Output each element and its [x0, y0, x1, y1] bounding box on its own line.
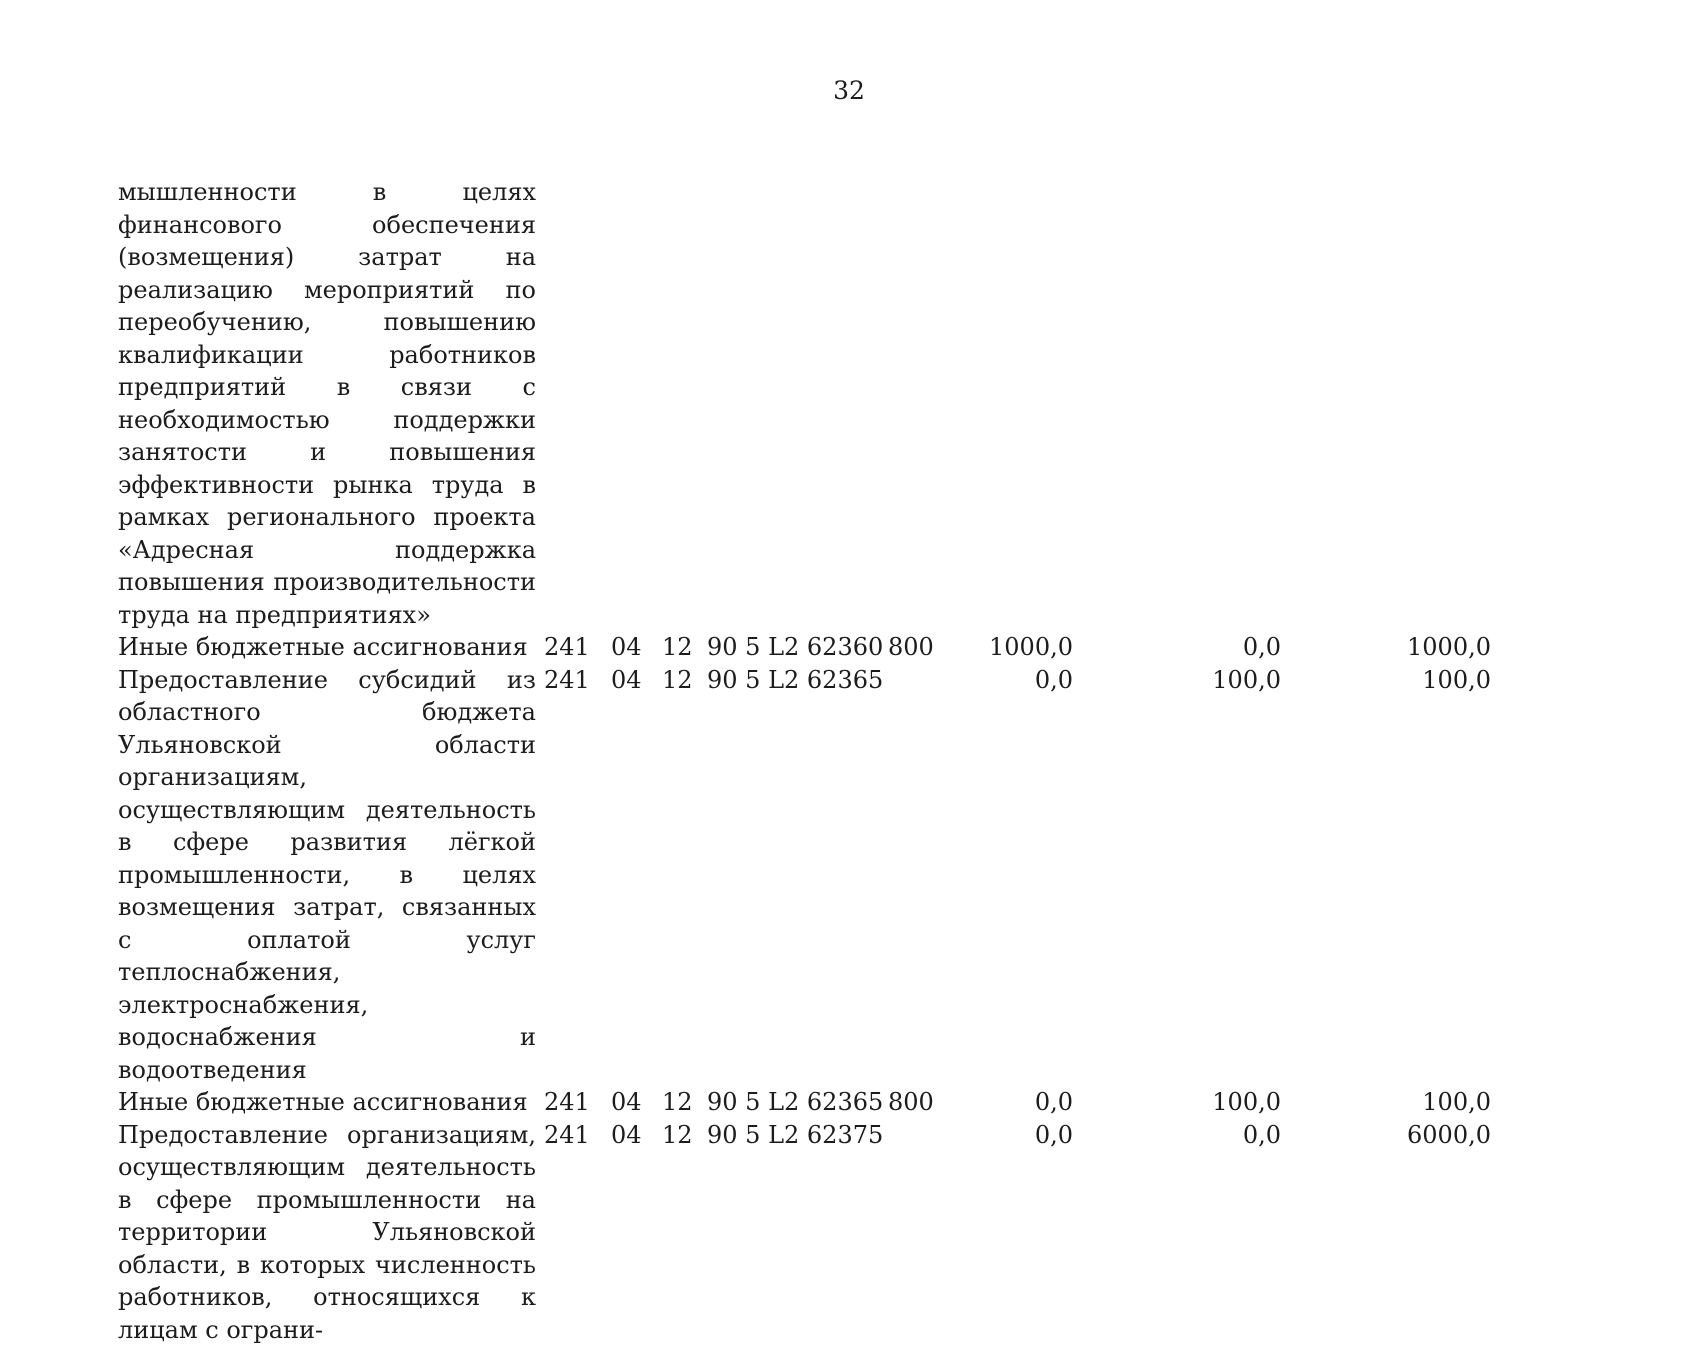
section-code-cell: [611, 176, 662, 631]
amount-2-cell: [1073, 176, 1281, 631]
subsection-code-cell: 12: [662, 1086, 707, 1119]
section-code-cell: 04: [611, 631, 662, 664]
table-row: [118, 1119, 1491, 1346]
amount-1-cell: 1000,0: [948, 631, 1073, 664]
chapter-code-cell: 241: [536, 631, 611, 664]
table-row: [118, 1086, 1491, 1119]
expense-type-cell: [888, 176, 948, 631]
amount-3-cell: 6000,0: [1281, 1119, 1491, 1346]
description-cell: Предоставление субсидий из областного бюджета Ульяновской области организациям, осуществляющим деятельность в сфере развития лёгкой промышленности, в целях возмещения затрат, связанных с оплатой услуг теплоснабжения, электроснабжения, водоснабжения и водоотведения: [118, 664, 536, 1087]
description-cell: Иные бюджетные ассигнования: [118, 1086, 536, 1119]
amount-1-cell: 0,0: [948, 1119, 1073, 1346]
chapter-code-cell: 241: [536, 664, 611, 1087]
subsection-code-cell: 12: [662, 1119, 707, 1346]
amount-1-cell: [948, 176, 1073, 631]
expense-type-cell: [888, 664, 948, 1087]
budget-table: [118, 176, 1491, 1346]
amount-2-cell: 100,0: [1073, 1086, 1281, 1119]
budget-table-body: [118, 176, 1491, 1346]
expense-type-cell: 800: [888, 631, 948, 664]
description-cell: Иные бюджетные ассигнования: [118, 631, 536, 664]
expense-type-cell: [888, 1119, 948, 1346]
amount-3-cell: [1281, 176, 1491, 631]
target-article-cell: 90 5 L2 62375: [707, 1119, 888, 1346]
amount-2-cell: 0,0: [1073, 1119, 1281, 1346]
table-row: [118, 176, 1491, 631]
description-cell: мышленности в целях финансового обеспечения (возмещения) затрат на реализацию мероприятий по переобучению, повышению квалификации работников предприятий в связи с необходимостью поддержки занятости и повышения эффективности рынка труда в рамках регионального проекта «Адресная поддержка повышения производительности труда на предприятиях»: [118, 176, 536, 631]
amount-1-cell: 0,0: [948, 664, 1073, 1087]
page-number: 32: [0, 76, 1698, 105]
subsection-code-cell: [662, 176, 707, 631]
target-article-cell: [707, 176, 888, 631]
target-article-cell: 90 5 L2 62365: [707, 1086, 888, 1119]
chapter-code-cell: 241: [536, 1119, 611, 1346]
amount-1-cell: 0,0: [948, 1086, 1073, 1119]
section-code-cell: 04: [611, 664, 662, 1087]
amount-3-cell: 100,0: [1281, 1086, 1491, 1119]
table-row: [118, 631, 1491, 664]
target-article-cell: 90 5 L2 62360: [707, 631, 888, 664]
chapter-code-cell: 241: [536, 1086, 611, 1119]
amount-2-cell: 100,0: [1073, 664, 1281, 1087]
table-row: [118, 664, 1491, 1087]
amount-3-cell: 1000,0: [1281, 631, 1491, 664]
amount-2-cell: 0,0: [1073, 631, 1281, 664]
description-cell: Предоставление организациям, осуществляющим деятельность в сфере промышленности на территории Ульяновской области, в которых численность работников, относящихся к лицам с ограни-: [118, 1119, 536, 1346]
subsection-code-cell: 12: [662, 664, 707, 1087]
target-article-cell: 90 5 L2 62365: [707, 664, 888, 1087]
subsection-code-cell: 12: [662, 631, 707, 664]
section-code-cell: 04: [611, 1086, 662, 1119]
amount-3-cell: 100,0: [1281, 664, 1491, 1087]
expense-type-cell: 800: [888, 1086, 948, 1119]
section-code-cell: 04: [611, 1119, 662, 1346]
chapter-code-cell: [536, 176, 611, 631]
